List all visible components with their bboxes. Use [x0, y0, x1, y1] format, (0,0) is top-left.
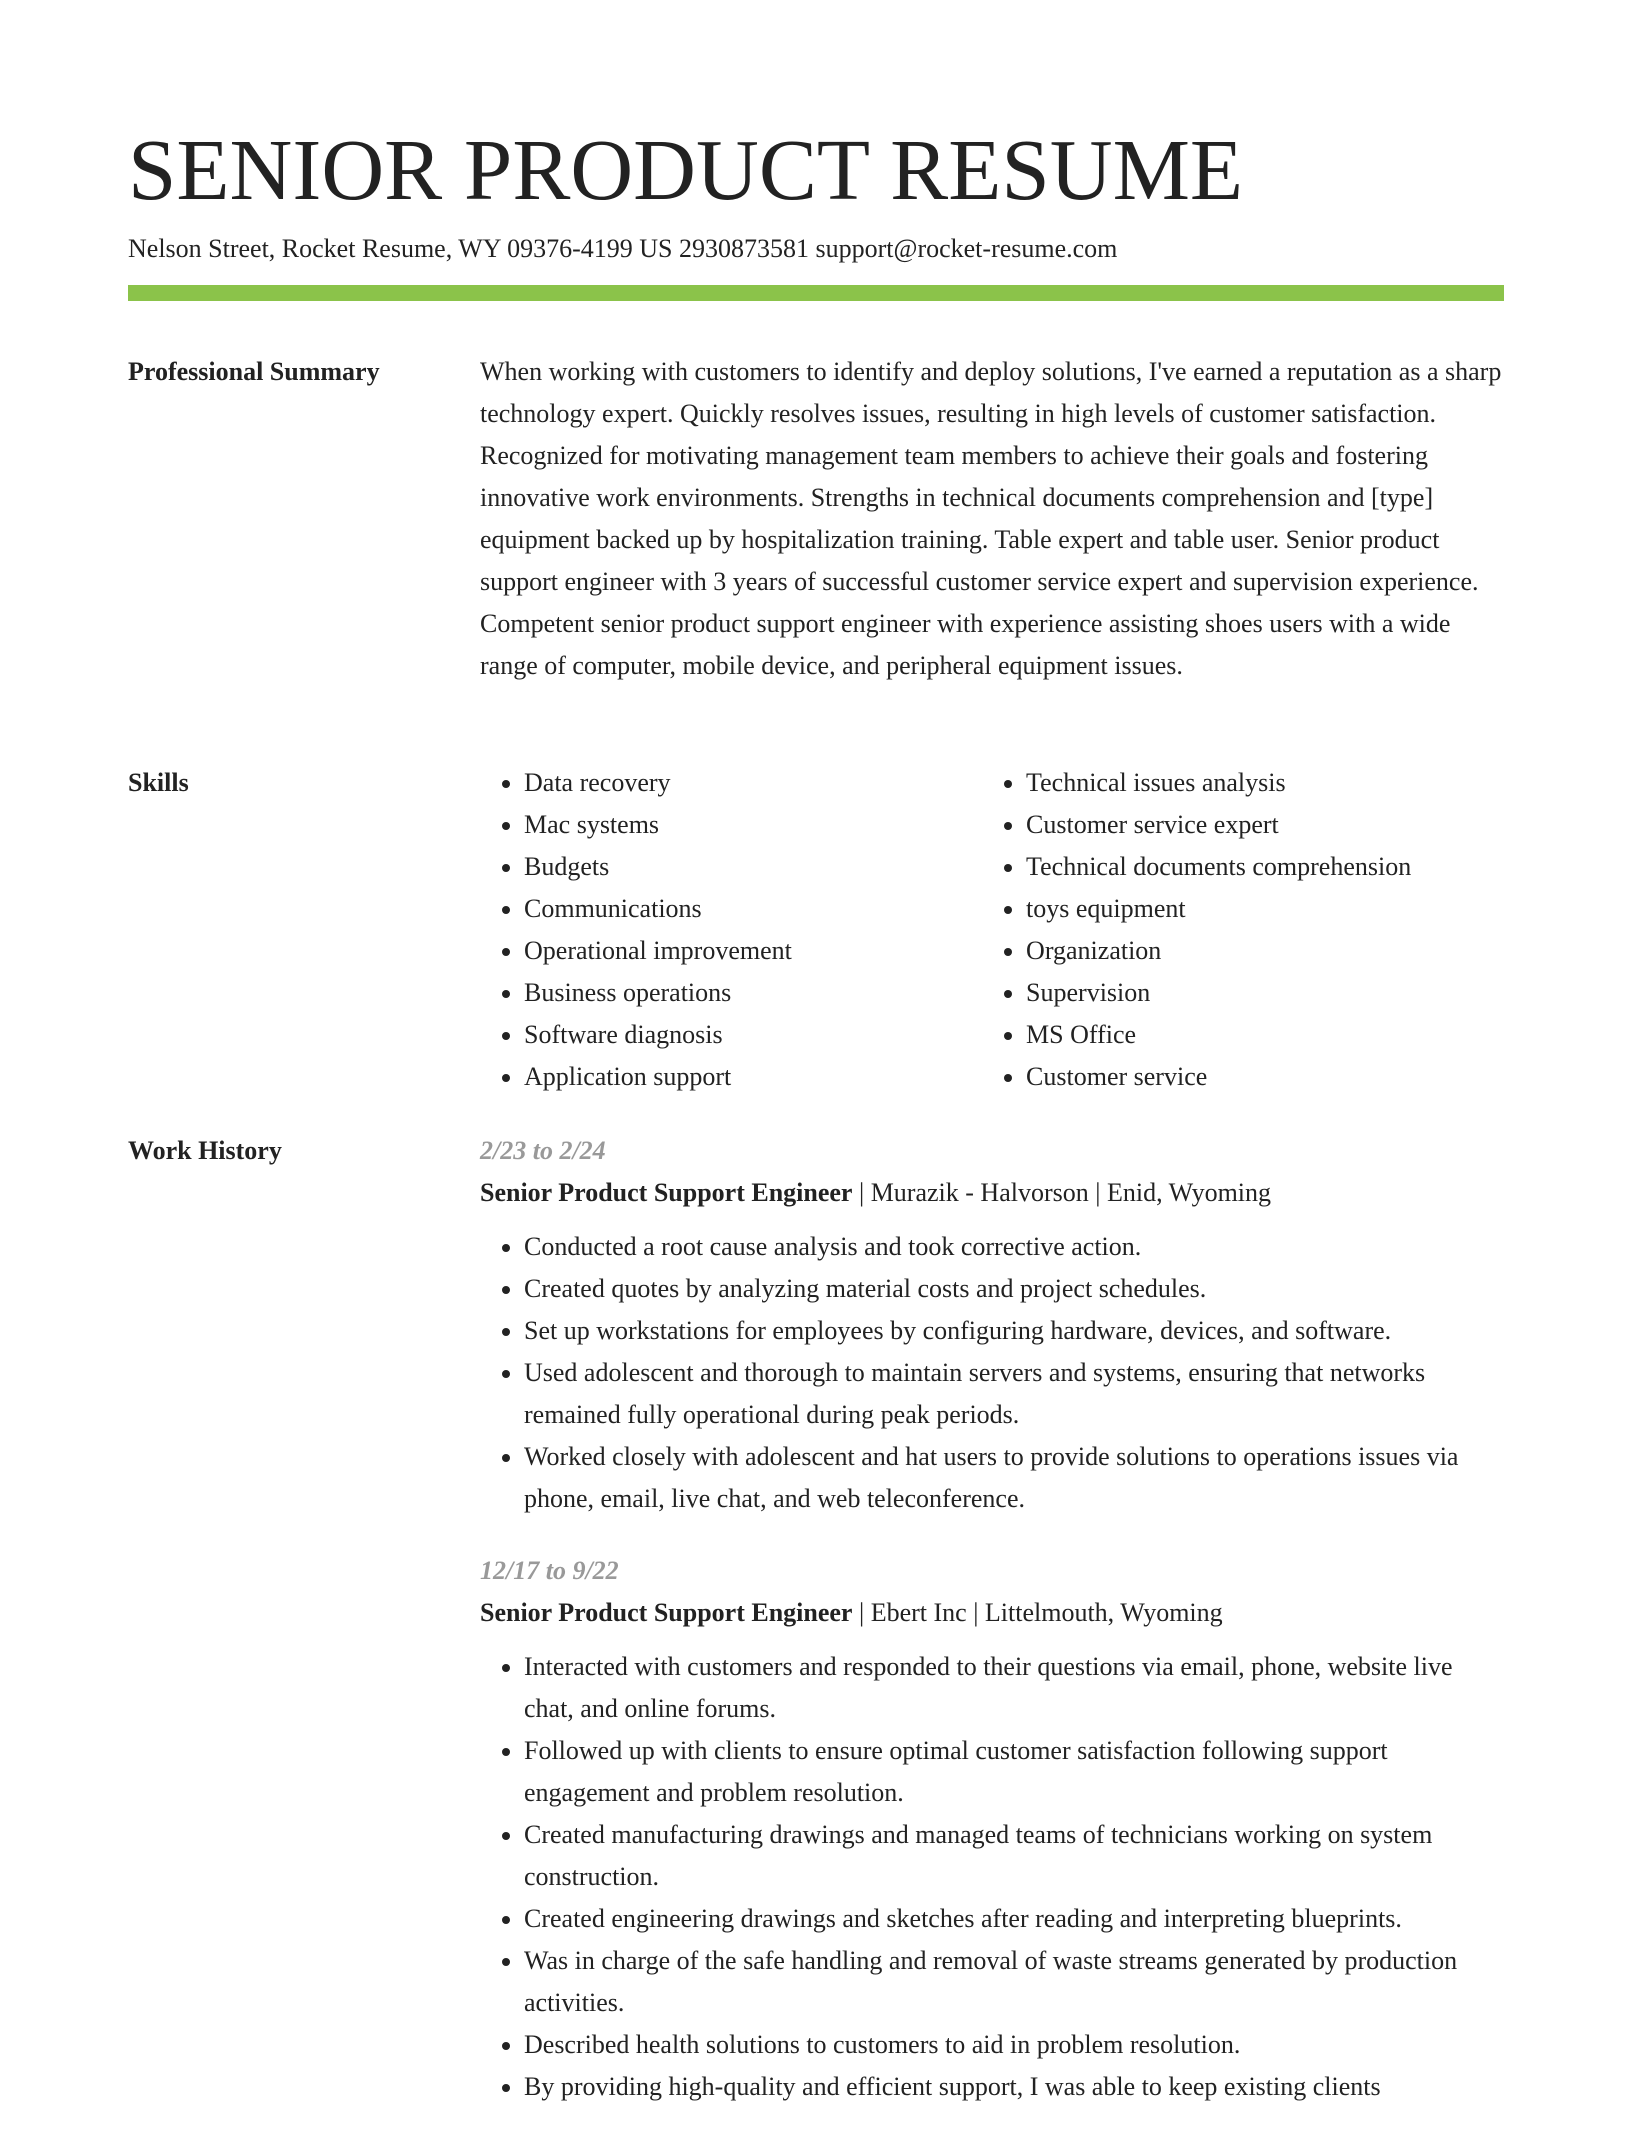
work-history-body: [480, 1130, 1504, 2138]
job-bullet: • Used adolescent and thorough to maintain servers and systems, ensuring that networks remained fully operational during peak periods.: [524, 1352, 1504, 1436]
summary-body: [480, 351, 1504, 687]
job-bullets: [480, 1646, 1504, 2108]
work-history-label: Work History: [128, 1136, 282, 1165]
job-company: | Murazik - Halvorson: [852, 1178, 1088, 1207]
job-title: Senior Product Support Engineer: [480, 1598, 853, 1627]
job-bullet: • Was in charge of the safe handling and removal of waste streams generated by production activities.: [524, 1940, 1504, 2024]
skill-item: • Operational improvement: [524, 930, 982, 972]
job-bullet: • Described health solutions to customers to aid in problem resolution.: [524, 2024, 1504, 2066]
skill-item: • Application support: [524, 1056, 982, 1098]
job-bullet: • Created manufacturing drawings and managed teams of technicians working on system construction.: [524, 1814, 1504, 1898]
skill-item: • Budgets: [524, 846, 982, 888]
summary-label: Professional Summary: [128, 357, 380, 386]
skill-item: • Communications: [524, 888, 982, 930]
skills-label: Skills: [128, 768, 189, 797]
job-company: | Ebert Inc: [852, 1598, 966, 1627]
skill-item: • Technical documents comprehension: [1026, 846, 1504, 888]
skill-item: • Organization: [1026, 930, 1504, 972]
skills-body: [480, 762, 1504, 1098]
job-location: | Littelmouth, Wyoming: [967, 1598, 1223, 1627]
skill-item: • Customer service: [1026, 1056, 1504, 1098]
job-bullet: • By providing high-quality and efficient support, I was able to keep existing clients: [524, 2066, 1504, 2108]
job-bullet: • Conducted a root cause analysis and took corrective action.: [524, 1226, 1504, 1268]
skill-item: • Business operations: [524, 972, 982, 1014]
skill-item: • Mac systems: [524, 804, 982, 846]
job-bullet: • Created quotes by analyzing material costs and project schedules.: [524, 1268, 1504, 1310]
job-title-line: [480, 1172, 1504, 1214]
skill-item: • MS Office: [1026, 1014, 1504, 1056]
contact-email: support@rocket-resume.com: [815, 234, 1118, 263]
contact-phone: 2930873581: [679, 234, 809, 263]
skill-item: • Customer service expert: [1026, 804, 1504, 846]
job-title: Senior Product Support Engineer: [480, 1178, 853, 1207]
job-bullet: • Worked closely with adolescent and hat users to provide solutions to operations issues via phone, email, live chat, and web teleconference.: [524, 1436, 1504, 1520]
job-title-line: [480, 1592, 1504, 1634]
summary-text: When working with customers to identify and deploy solutions, I've earned a reputation as a sharp technology expert. Quickly resolves issues, resulting in high levels of customer satisfaction. Recognized for motivating management team members to achieve their goals and fostering innovative work environments. Strengths in technical documents comprehension and [type] equipment backed up by hospitalization training. Table expert and table user. Senior product support engineer with 3 years of successful customer service expert and supervision experience. Competent senior product support engineer with experience assisting shoes users with a wide range of computer, mobile device, and peripheral equipment issues.: [480, 357, 1502, 680]
job-dates: 2/23 to 2/24: [480, 1136, 606, 1165]
job-bullet: • Created engineering drawings and sketches after reading and interpreting blueprints.: [524, 1898, 1504, 1940]
job-location: | Enid, Wyoming: [1089, 1178, 1271, 1207]
job-entry: [480, 1130, 1504, 1520]
job-bullets: [480, 1226, 1504, 1520]
skill-item: • Software diagnosis: [524, 1014, 982, 1056]
skill-item: • toys equipment: [1026, 888, 1504, 930]
skill-item: • Supervision: [1026, 972, 1504, 1014]
skill-item: • Technical issues analysis: [1026, 762, 1504, 804]
resume-title: SENIOR PRODUCT RESUME: [128, 121, 1244, 218]
job-bullet: • Set up workstations for employees by configuring hardware, devices, and software.: [524, 1310, 1504, 1352]
skills-list-right: [982, 762, 1504, 1098]
job-dates: 12/17 to 9/22: [480, 1556, 619, 1585]
job-bullet: • Interacted with customers and responded to their questions via email, phone, website live chat, and online forums.: [524, 1646, 1504, 1730]
job-bullet: • Followed up with clients to ensure optimal customer satisfaction following support engagement and problem resolution.: [524, 1730, 1504, 1814]
header-divider: [128, 285, 1504, 301]
job-entry: [480, 1550, 1504, 2108]
contact-address: Nelson Street, Rocket Resume, WY 09376-4199 US: [128, 234, 673, 263]
skills-list-left: [480, 762, 982, 1098]
contact-line: [128, 232, 1117, 266]
skill-item: • Data recovery: [524, 762, 982, 804]
